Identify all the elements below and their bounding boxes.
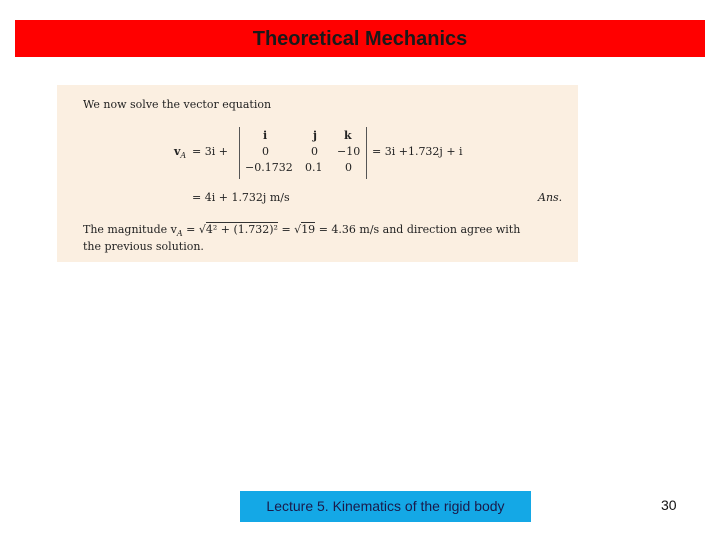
- matrix-cell: 0: [262, 145, 269, 158]
- page-number: 30: [661, 497, 677, 513]
- lhs-v: $v_A$: [174, 145, 187, 161]
- result: = 4i + 1.732j m/s: [192, 191, 290, 204]
- matrix-cell: −10: [337, 145, 361, 158]
- matrix-header-i: i: [263, 129, 268, 142]
- matrix-cell: 0: [311, 145, 318, 158]
- title-bar: [15, 20, 705, 57]
- eq-start: = 3i +: [192, 145, 228, 158]
- lecture-label: Lecture 5. Kinematics of the rigid body: [266, 498, 505, 514]
- matrix-cell: 0.1: [305, 161, 323, 174]
- slide-title: Theoretical Mechanics: [252, 28, 468, 50]
- matrix-cell: −0.1732: [245, 161, 293, 174]
- intro-text: We now solve the vector equation: [83, 98, 272, 111]
- magnitude-line: The magnitude $v_A = √4^2 + (1.732)^2 = √19 = 4.36$ m/s and direction agree with: [83, 223, 521, 239]
- matrix-header-j: j: [313, 129, 317, 142]
- footer-lecture-box: [240, 491, 531, 522]
- eq-rhs: = 3i +1.732j + i: [372, 145, 463, 158]
- magnitude-line-2: the previous solution.: [83, 240, 204, 253]
- det-bar-left: [239, 127, 240, 179]
- matrix-header-k: k: [344, 129, 352, 142]
- solution-image: [57, 85, 578, 262]
- det-bar-right: [366, 127, 367, 179]
- matrix-cell: 0: [345, 161, 352, 174]
- ans-label: Ans.: [538, 191, 563, 204]
